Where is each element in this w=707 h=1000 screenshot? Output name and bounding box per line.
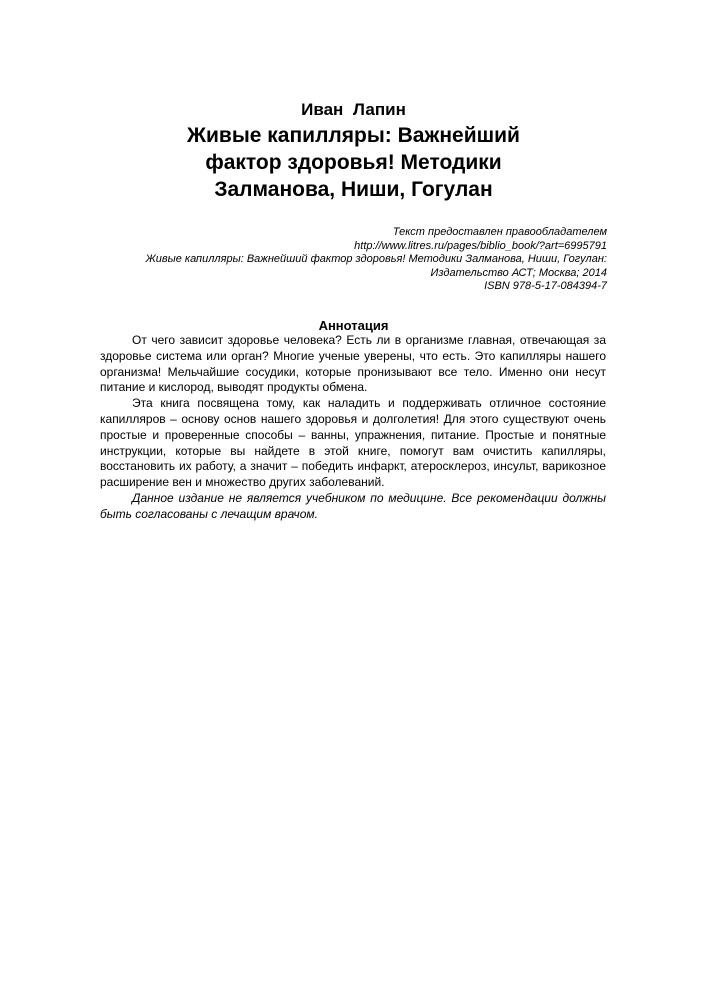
publisher-line: Издательство АСТ; Москва; 2014: [430, 266, 607, 279]
title-line: Залманова, Ниши, Гогулан: [214, 178, 493, 201]
citation-title: Живые капилляры: Важнейший фактор здоровья! Методики Залманова, Ниши, Гогулан:: [145, 253, 607, 265]
author-name: Иван Лапин: [301, 100, 406, 119]
title-line: фактор здоровья! Методики: [205, 151, 502, 174]
source-url: http://www.litres.ru/pages/biblio_book/?art=6995791: [354, 239, 607, 252]
title-line: Живые капилляры: Важнейший: [187, 124, 520, 147]
annotation-paragraph: От чего зависит здоровье человека? Есть ли в организме главная, отвечающая за здоровье система или орган? Многие ученые уверены, что есть. Это капилляры нашего организма! Мельчайшие сосудики, которые пронизывают все тело. Именно они несут питание и кислород, выводят продукты обмена.: [100, 333, 606, 395]
annotation-paragraph: Эта книга посвящена тому, как наладить и поддерживать отличное состояние капилляров – основу основ нашего здоровья и долголетия! Для этого существуют очень простые и проверенные способы – ванны, упражнения, питание. Простые и понятные инструкции, которые вы найдете в этой книге, помогут вам очистить капилляры, восстановить их работу, а значит – победить инфаркт, атеросклероз, инсульт, варикозное расширение вен и множество других заболеваний.: [100, 396, 606, 490]
medical-disclaimer: Данное издание не является учебником по медицине. Все рекомендации должны быть согласованы с лечащим врачом.: [100, 491, 606, 521]
isbn: ISBN 978-5-17-084394-7: [484, 280, 607, 292]
publication-info: [127, 226, 607, 294]
book-title: [120, 122, 587, 203]
annotation-heading: Аннотация: [318, 318, 389, 333]
copyright-note: Текст предоставлен правообладателем: [392, 226, 607, 238]
annotation-body: [100, 333, 606, 491]
